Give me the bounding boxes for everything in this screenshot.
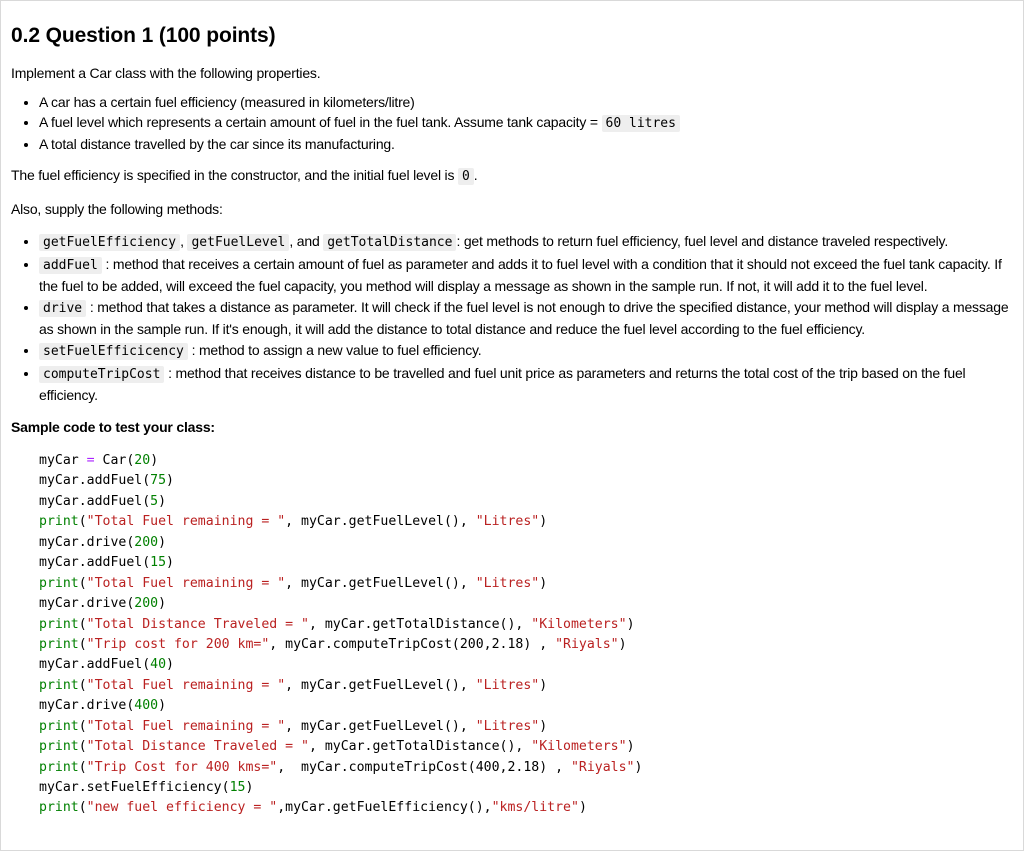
code-token: ) [150, 453, 159, 468]
code-line [39, 615, 1021, 635]
code-token: print [39, 616, 79, 632]
code-token: "Total Fuel remaining = " [86, 677, 286, 693]
code-token: ) [158, 596, 167, 612]
code-line [39, 471, 1021, 491]
inline-code: setFuelEfficicency [39, 343, 188, 360]
inline-code: 0 [458, 168, 474, 185]
code-token: print [39, 739, 79, 755]
code-token: print [39, 514, 79, 530]
code-token: ) [626, 739, 635, 755]
code-token: print [39, 636, 79, 652]
code-token: , myCar.getTotalDistance(), [308, 616, 532, 632]
code-line [39, 758, 1021, 778]
code-token: ( [78, 677, 87, 693]
inline-code: getFuelLevel [187, 234, 289, 251]
method-item-drive [39, 297, 1021, 339]
code-line [39, 676, 1021, 696]
code-token: myCar.addFuel( [39, 493, 151, 509]
code-line [39, 574, 1021, 594]
code-token: myCar.addFuel( [39, 473, 151, 489]
code-token: ,myCar.getFuelEfficiency(), [277, 800, 492, 816]
code-token: ) [166, 473, 174, 489]
code-token: ) [158, 493, 167, 509]
property-text: A total distance travelled by the car since its manufacturing. [39, 136, 395, 152]
code-token: 5 [150, 493, 159, 509]
method-description: : method that takes a distance as parameter. It will check if the fuel level is not enough to drive the specified distance, your method will display a message as shown in the sample run. If it's enough, it will add the distance to total distance and reduce the fuel level according to the fuel efficiency. [39, 299, 1009, 337]
code-token: "Litres" [475, 575, 540, 591]
property-item-fuel-level [39, 112, 1021, 134]
method-item-getters [39, 231, 1021, 253]
code-line [39, 717, 1021, 737]
code-line [39, 533, 1021, 553]
code-token: "Total Distance Traveled = " [86, 739, 309, 755]
code-token: , myCar.getTotalDistance(), [308, 739, 532, 755]
code-token: print [39, 800, 79, 816]
code-token: ) [578, 800, 587, 816]
code-token: print [39, 677, 79, 693]
code-token: ) [539, 514, 548, 530]
code-line [39, 737, 1021, 757]
code-line [39, 778, 1021, 798]
code-line [39, 594, 1021, 614]
code-token: 40 [150, 657, 167, 673]
inline-code: addFuel [39, 257, 102, 274]
code-line [39, 655, 1021, 675]
code-token: print [39, 718, 79, 734]
code-token: ( [78, 759, 87, 775]
code-token: , myCar.computeTripCost(400,2.18) , [277, 759, 571, 775]
code-token: ( [78, 514, 87, 530]
code-token: "Litres" [475, 514, 540, 530]
code-token: "Total Distance Traveled = " [86, 616, 309, 632]
code-token: , myCar.getFuelLevel(), [285, 575, 476, 591]
inline-code: getFuelEfficiency [39, 234, 180, 251]
question-heading: 0.2 Question 1 (100 points) [11, 24, 276, 47]
code-token: 200 [134, 596, 159, 612]
sample-code-heading: Sample code to test your class: [11, 419, 215, 435]
code-token: "Trip cost for 200 km=" [86, 636, 270, 652]
method-item-trip-cost [39, 363, 1021, 405]
code-line [39, 492, 1021, 512]
code-token: ( [78, 636, 87, 652]
code-token: ( [78, 718, 87, 734]
code-token: "Litres" [475, 718, 540, 734]
code-token: ( [78, 575, 87, 591]
fuel-line-end: . [473, 167, 478, 183]
inline-code: getTotalDistance [323, 234, 456, 251]
code-token: "Kilometers" [531, 739, 627, 755]
code-token: 15 [150, 555, 167, 571]
property-text: A car has a certain fuel efficiency (measured in kilometers/litre) [39, 94, 415, 110]
method-separator: , and [289, 233, 320, 249]
code-token: ) [539, 718, 548, 734]
code-token: ( [78, 616, 87, 632]
code-token: 20 [134, 453, 151, 468]
code-line [39, 553, 1021, 573]
code-token: myCar [39, 453, 87, 468]
code-token: myCar.drive( [39, 698, 135, 714]
intro-text: Implement a Car class with the following properties. [11, 65, 321, 81]
code-token: myCar.addFuel( [39, 657, 151, 673]
sample-code-block [39, 451, 1021, 819]
code-token: ) [245, 780, 254, 795]
code-token: myCar.setFuelEfficiency( [39, 780, 230, 795]
code-token: "Total Fuel remaining = " [86, 514, 286, 530]
code-token: ) [634, 759, 643, 775]
properties-list [11, 92, 1021, 154]
code-token: ) [166, 555, 174, 571]
code-token: 75 [150, 473, 167, 489]
code-token: print [39, 759, 79, 775]
code-line [39, 798, 1021, 818]
code-token: myCar.drive( [39, 596, 135, 612]
code-token: , myCar.getFuelLevel(), [285, 677, 476, 693]
code-token: 200 [134, 534, 159, 550]
code-line [39, 696, 1021, 716]
code-token: myCar.drive( [39, 534, 135, 550]
code-token: ) [166, 657, 174, 673]
code-token: Car( [94, 453, 135, 468]
method-item-setter [39, 340, 1021, 362]
code-line [39, 451, 1021, 471]
code-token: ) [539, 575, 548, 591]
code-token: = [86, 453, 95, 468]
inline-code: computeTripCost [39, 366, 164, 383]
code-token: 400 [134, 698, 159, 714]
code-token: "Total Fuel remaining = " [86, 718, 286, 734]
inline-code: drive [39, 300, 86, 317]
methods-list [11, 231, 1021, 405]
inline-code: 60 litres [602, 115, 680, 132]
markdown-content [11, 23, 1021, 819]
method-description: : method that receives distance to be travelled and fuel unit price as parameters and returns the total cost of the trip based on the fuel efficiency. [39, 365, 966, 403]
code-token: "Riyals" [555, 636, 619, 652]
code-token: ( [78, 739, 87, 755]
code-token: ) [626, 616, 635, 632]
method-description: : method to assign a new value to fuel efficiency. [191, 342, 482, 358]
code-token: "Total Fuel remaining = " [86, 575, 286, 591]
property-item-distance [39, 134, 1021, 154]
fuel-efficiency-text [11, 165, 1021, 187]
code-token: ) [618, 636, 627, 652]
code-token: "new fuel efficiency = " [86, 800, 278, 816]
code-token: "Riyals" [570, 759, 635, 775]
code-token: ( [78, 800, 87, 816]
fuel-line-text: The fuel efficiency is specified in the constructor, and the initial fuel level is [11, 167, 458, 183]
code-token: , myCar.getFuelLevel(), [285, 718, 476, 734]
code-token: "Kilometers" [531, 616, 627, 632]
code-token: ) [539, 677, 548, 693]
code-token: 15 [229, 780, 246, 795]
code-token: "kms/litre" [491, 800, 579, 816]
method-separator: , [180, 233, 184, 249]
code-token: "Trip Cost for 400 kms=" [86, 759, 278, 775]
property-item-efficiency [39, 92, 1021, 112]
method-description: : method that receives a certain amount of fuel as parameter and adds it to fuel level with a condition that it should not exceed the fuel tank capacity. If the fuel to be added, will exceed the fuel capacity, you method will display a message as shown in the sample run. If not, it will add it to the fuel level. [39, 256, 1002, 294]
code-token: ) [158, 534, 167, 550]
method-description: : get methods to return fuel efficiency, fuel level and distance traveled respectively. [456, 233, 949, 249]
methods-intro-text: Also, supply the following methods: [11, 201, 223, 217]
property-text: A fuel level which represents a certain amount of fuel in the fuel tank. Assume tank capacity = [39, 114, 602, 130]
method-item-addfuel [39, 254, 1021, 296]
code-token: , myCar.getFuelLevel(), [285, 514, 476, 530]
code-token: ) [158, 698, 167, 714]
code-line [39, 635, 1021, 655]
code-token: print [39, 575, 79, 591]
code-token: , myCar.computeTripCost(200,2.18) , [269, 636, 556, 652]
code-line [39, 512, 1021, 532]
code-token: "Litres" [475, 677, 540, 693]
code-token: myCar.addFuel( [39, 555, 151, 571]
